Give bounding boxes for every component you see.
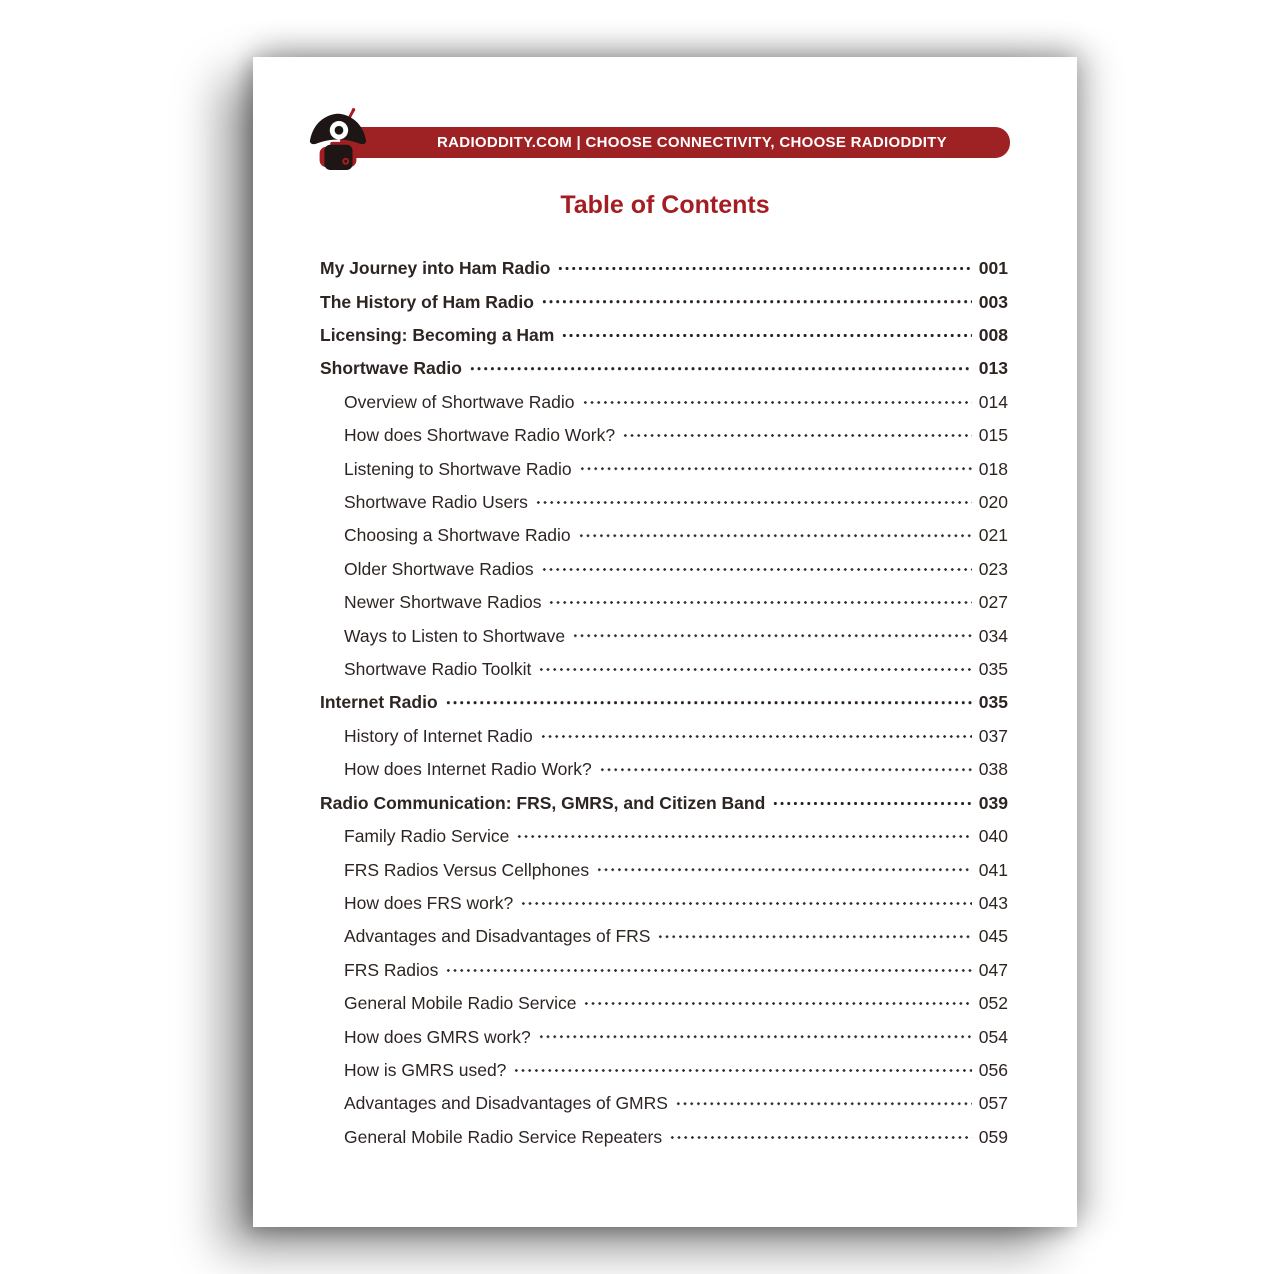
toc-entry-label: How does Shortwave Radio Work? (344, 425, 616, 446)
toc-entry-page-number: 014 (978, 391, 1008, 412)
toc-entry-label: Choosing a Shortwave Radio (344, 525, 571, 546)
toc-entry-label: Advantages and Disadvantages of FRS (344, 926, 651, 947)
dotted-leader (535, 486, 972, 519)
toc-entry-label: FRS Radios Versus Cellphones (344, 859, 590, 880)
toc-entry[interactable] (320, 486, 1008, 519)
toc-entry[interactable] (320, 787, 1008, 820)
dotted-leader (582, 386, 972, 419)
dotted-leader (541, 553, 972, 586)
toc-entry-label: Licensing: Becoming a Ham (320, 325, 555, 346)
dotted-leader (557, 252, 971, 285)
toc-entry[interactable] (320, 1020, 1008, 1053)
toc-entry-label: Advantages and Disadvantages of GMRS (344, 1093, 668, 1114)
toc-entry-label: How is GMRS used? (344, 1059, 507, 1080)
toc-entry[interactable] (320, 586, 1008, 619)
dotted-leader (538, 1020, 972, 1053)
toc-entry-label: Overview of Shortwave Radio (344, 391, 575, 412)
toc-entry-label: My Journey into Ham Radio (320, 258, 551, 279)
toc-entry-page-number: 059 (978, 1126, 1008, 1147)
toc-entry[interactable] (320, 920, 1008, 953)
toc-entry-page-number: 054 (978, 1026, 1008, 1047)
toc-entry[interactable] (320, 887, 1008, 920)
dotted-leader (578, 519, 972, 552)
dotted-leader (516, 820, 971, 853)
toc-entry-page-number: 018 (978, 458, 1008, 479)
toc-entry-label: History of Internet Radio (344, 725, 533, 746)
toc-entry-label: Family Radio Service (344, 826, 510, 847)
toc-entry-label: How does GMRS work? (344, 1026, 531, 1047)
dotted-leader (520, 887, 972, 920)
dotted-leader (772, 787, 972, 820)
toc-entry-page-number: 040 (978, 826, 1008, 847)
toc-entry[interactable] (320, 653, 1008, 686)
page-title: Table of Contents (560, 191, 770, 219)
dotted-leader (572, 619, 972, 652)
toc-entry[interactable] (320, 352, 1008, 385)
toc-entry-page-number: 041 (978, 859, 1008, 880)
toc-entry-label: Ways to Listen to Shortwave (344, 625, 566, 646)
dotted-leader (596, 853, 972, 886)
toc-entry-label: Older Shortwave Radios (344, 558, 534, 579)
toc-entry-page-number: 015 (978, 425, 1008, 446)
toc-entry[interactable] (320, 386, 1008, 419)
toc-entry-label: Shortwave Radio Toolkit (344, 659, 532, 680)
dotted-leader (445, 954, 971, 987)
toc-entry[interactable] (320, 686, 1008, 719)
toc-entry[interactable] (320, 619, 1008, 652)
toc-entry-label: Shortwave Radio (320, 358, 462, 379)
dotted-leader (541, 285, 972, 318)
dotted-leader (561, 319, 971, 352)
toc-entry[interactable] (320, 853, 1008, 886)
dotted-leader (579, 452, 972, 485)
toc-entry[interactable] (320, 820, 1008, 853)
dotted-leader (469, 352, 972, 385)
toc-entry-page-number: 045 (978, 926, 1008, 947)
toc-entry[interactable] (320, 252, 1008, 285)
toc-entry[interactable] (320, 987, 1008, 1020)
toc-entry-page-number: 035 (978, 692, 1008, 713)
header-banner-text: RADIODDITY.COM | CHOOSE CONNECTIVITY, CHOOSE RADIODDITY (437, 134, 947, 151)
toc-entry-label: General Mobile Radio Service (344, 993, 577, 1014)
toc-entry-page-number: 013 (978, 358, 1008, 379)
toc-entry-label: Newer Shortwave Radios (344, 592, 542, 613)
toc-entry-page-number: 020 (978, 492, 1008, 513)
toc-entry-page-number: 043 (978, 892, 1008, 913)
toc-entry-page-number: 052 (978, 993, 1008, 1014)
toc-entry-label: Internet Radio (320, 692, 438, 713)
dotted-leader (538, 653, 971, 686)
document-page (253, 57, 1077, 1227)
toc-entry[interactable] (320, 553, 1008, 586)
toc-entry-label: General Mobile Radio Service Repeaters (344, 1126, 663, 1147)
toc-entry-label: Shortwave Radio Users (344, 492, 528, 513)
toc-entry-page-number: 035 (978, 659, 1008, 680)
toc-entry[interactable] (320, 452, 1008, 485)
toc-entry[interactable] (320, 753, 1008, 786)
toc-entry[interactable] (320, 285, 1008, 318)
toc-entry-page-number: 047 (978, 959, 1008, 980)
dotted-leader (513, 1054, 971, 1087)
dotted-leader (657, 920, 971, 953)
toc-entry-page-number: 038 (978, 759, 1008, 780)
toc-entry[interactable] (320, 419, 1008, 452)
toc-entry-page-number: 021 (978, 525, 1008, 546)
toc-entry[interactable] (320, 720, 1008, 753)
toc-entry-page-number: 003 (978, 291, 1008, 312)
dotted-leader (669, 1121, 972, 1154)
toc-entry-page-number: 039 (978, 792, 1008, 813)
dotted-leader (540, 720, 972, 753)
radioddity-robot-logo-icon (307, 105, 369, 171)
toc-entry-page-number: 008 (978, 325, 1008, 346)
dotted-leader (548, 586, 971, 619)
dotted-leader (445, 686, 972, 719)
toc-entry[interactable] (320, 319, 1008, 352)
toc-entry-page-number: 001 (978, 258, 1008, 279)
toc-entry-label: The History of Ham Radio (320, 291, 534, 312)
toc-entry-page-number: 037 (978, 725, 1008, 746)
header-banner (340, 127, 1010, 158)
toc-entry-label: How does Internet Radio Work? (344, 759, 592, 780)
dotted-leader (583, 987, 971, 1020)
toc-entry[interactable] (320, 1087, 1008, 1120)
toc-entry-page-number: 023 (978, 558, 1008, 579)
toc-entry-label: FRS Radios (344, 959, 439, 980)
toc-entry-label: Listening to Shortwave Radio (344, 458, 572, 479)
toc-entry[interactable] (320, 1054, 1008, 1087)
dotted-leader (599, 753, 972, 786)
toc-list (320, 252, 1008, 1154)
toc-entry[interactable] (320, 1121, 1008, 1154)
toc-entry[interactable] (320, 519, 1008, 552)
toc-entry-page-number: 027 (978, 592, 1008, 613)
toc-entry-label: Radio Communication: FRS, GMRS, and Citizen Band (320, 792, 766, 813)
toc-entry-page-number: 034 (978, 625, 1008, 646)
toc-entry-label: How does FRS work? (344, 892, 514, 913)
toc-entry-page-number: 057 (978, 1093, 1008, 1114)
dotted-leader (675, 1087, 972, 1120)
dotted-leader (622, 419, 972, 452)
toc-entry-page-number: 056 (978, 1059, 1008, 1080)
toc-entry[interactable] (320, 954, 1008, 987)
